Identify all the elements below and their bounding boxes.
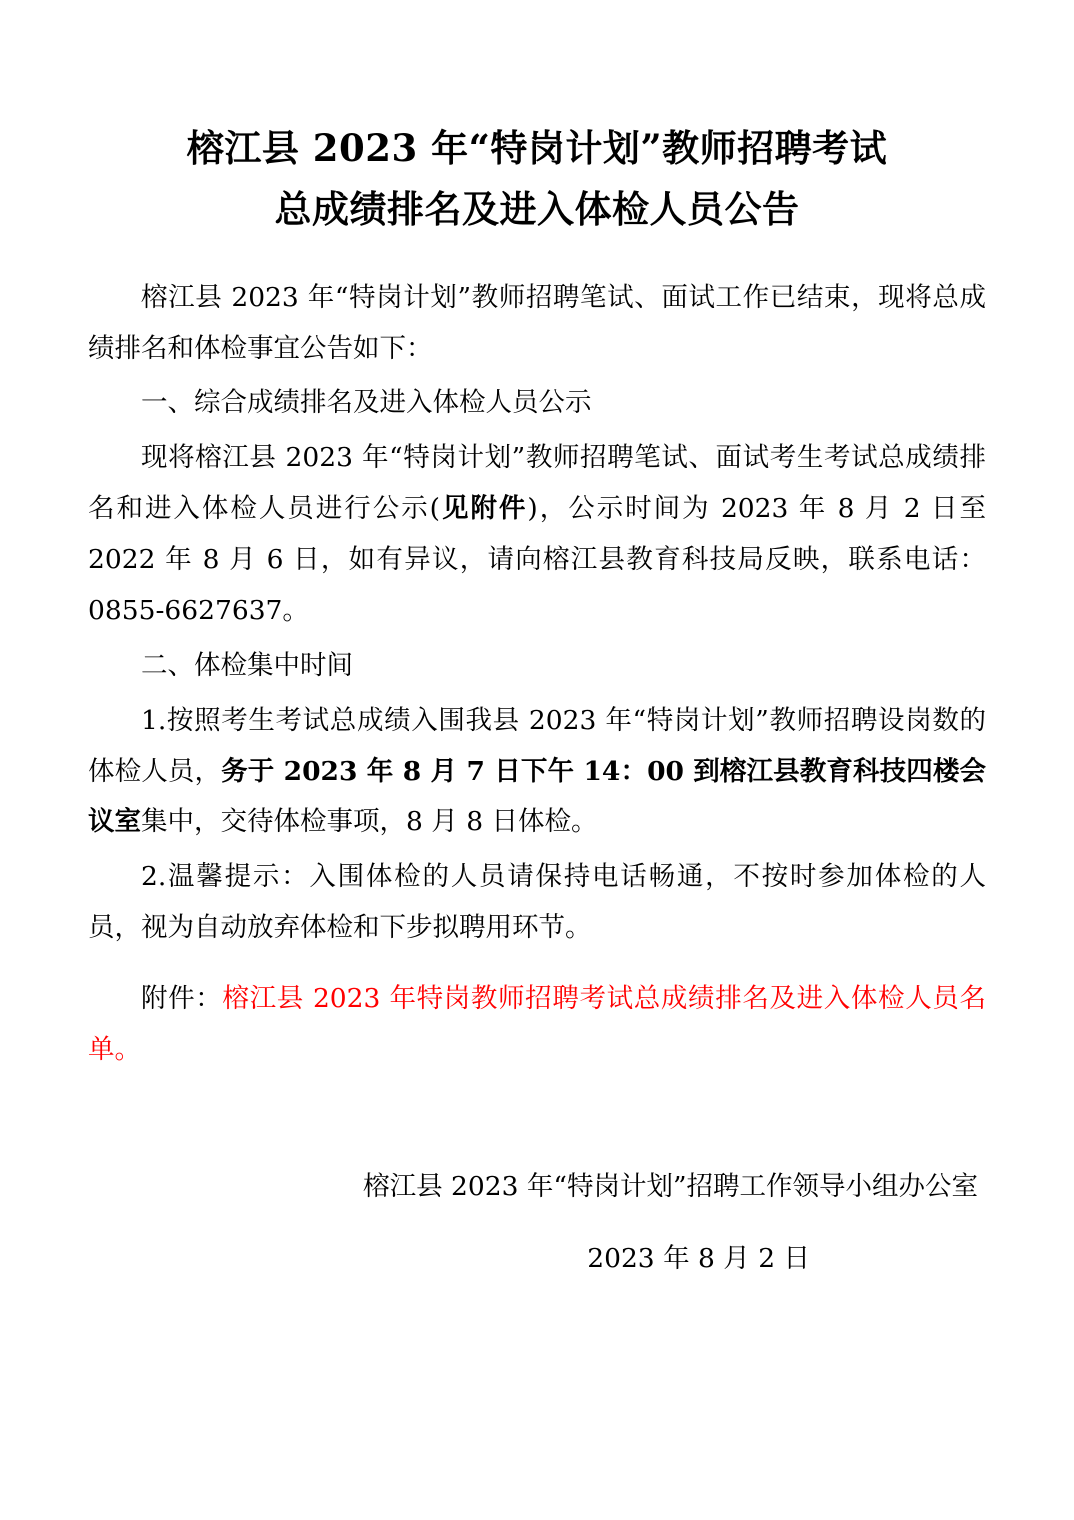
section-1-body — [88, 433, 986, 637]
intro-paragraph: 榕江县 2023 年“特岗计划”教师招聘笔试、面试工作已结束，现将总成绩排名和体检事宜公告如下： — [88, 281, 986, 364]
attachment-title: 榕江县 2023 年特岗教师招聘考试总成绩排名及进入体检人员名单。 — [88, 983, 986, 1065]
section-2-item-2: 2.温馨提示：入围体检的人员请保持电话畅通，不按时参加体检的人员，视为自动放弃体检和下步拟聘用环节。 — [88, 861, 986, 944]
title-line-1: 榕江县 2023 年“特岗计划”教师招聘考试 — [186, 126, 888, 170]
document-body — [88, 273, 986, 1076]
section-1-body-emphasis: 见附件 — [440, 493, 528, 525]
item-1-part-c: 集中，交待体检事项，8 月 8 日体检。 — [141, 806, 598, 838]
section-1-heading: 一、综合成绩排名及进入体检人员公示 — [141, 387, 592, 419]
item-1-part-a: 1.按照考生考试总成绩入围我县 2023 年“特岗计划”教师招聘设岗数的体检人员， — [88, 704, 986, 787]
attachment-paragraph — [88, 974, 986, 1076]
signature-organization: 榕江县 2023 年“特岗计划”招聘工作领导小组办公室 — [363, 1170, 978, 1202]
attachment-label: 附件： — [141, 983, 223, 1015]
page-title — [88, 120, 986, 239]
paragraph-spacer — [88, 958, 986, 974]
section-1-body-part-a: 现将榕江县 2023 年“特岗计划”教师招聘笔试、面试考生考试总成绩排名和进入体检人员进行公示( — [88, 442, 986, 525]
signature-date: 2023 年 8 月 2 日 — [587, 1243, 810, 1275]
signature-block — [88, 1162, 986, 1285]
section-2-item-1 — [88, 696, 986, 849]
title-line-2: 总成绩排名及进入体检人员公告 — [274, 187, 800, 232]
section-1-body-part-c: )，公示时间为 2023 年 8 月 2 日至 2022 年 8 月 6 日，如有异议，请向榕江县教育科技局反映，联系电话：0855-6627637。 — [88, 493, 987, 626]
item-1-emphasis: 务于 2023 年 8 月 7 日下午 14：00 到榕江县教育科技四楼会议室 — [88, 755, 986, 838]
section-2-heading: 二、体检集中时间 — [141, 649, 353, 681]
